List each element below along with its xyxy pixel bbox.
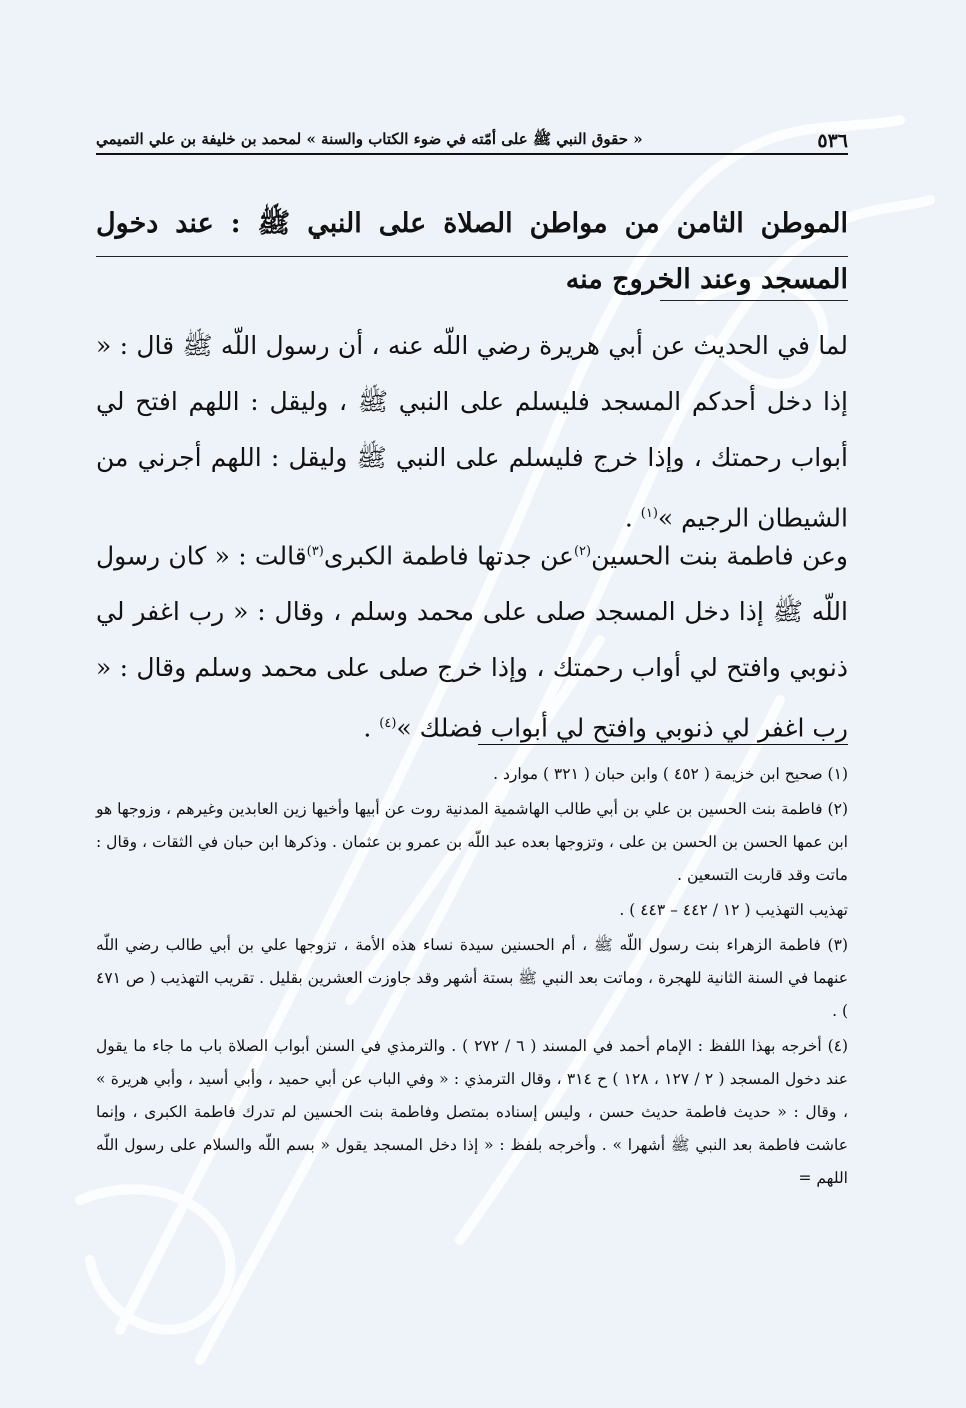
paragraph-end: . — [363, 713, 380, 743]
footnote-ref: (٣) — [306, 544, 324, 559]
paragraph-end: . — [624, 503, 641, 533]
footnote: (٤) أخرجه بهذا اللفظ : الإمام أحمد في المسند ( ٦ / ٢٧٢ ) . والترمذي في السنن أبواب الصلاة باب ما جاء ما يقول عند دخول المسجد ( ٢ / ١٢٧ ، ١٢٨ ) ح ٣١٤ ، وقال الترمذي : « وفي الباب عن أبي حميد ، وأبي أسيد ، وأبي هريرة » ، وقال : « حديث فاطمة حديث حسن ، وليس إسناده بمتصل وفاطمة بنت الحسين لم تدرك فاطمة الكبرى ، وإنما عاشت فاطمة بعد النبي ﷺ أشهرا » . وأخرجه بلفظ : « إذا دخل المسجد يقول « بسم اللّه والسلام على رسول اللّه اللهم = — [96, 1037, 849, 1187]
footnote: (٣) فاطمة الزهراء بنت رسول اللّه ﷺ ، أم الحسنين سيدة نساء هذه الأمة ، تزوجها علي بن أبي طالب رضي اللّه عنهما في السنة الثانية للهجرة ، وماتت بعد النبي ﷺ بستة أشهر وقد جاوزت العشرين بقليل . تقريب التهذيب ( ص ٤٧١ ) . — [96, 936, 848, 1020]
running-title: « حقوق النبي ﷺ على أمّته في ضوء الكتاب والسنة » لمحمد بن خليفة بن علي التميمي — [96, 130, 643, 148]
footnotes — [96, 758, 848, 1197]
page-number: ٥٣٦ — [817, 130, 848, 152]
heading-underline — [660, 300, 848, 301]
footnote: (١) صحيح ابن خزيمة ( ٤٥٢ ) وابن حبان ( ٣٢١ ) موارد . — [493, 765, 848, 783]
footnote-ref: (٤) — [379, 716, 397, 732]
footnote-ref: (٢) — [573, 544, 592, 559]
footnote: (٢) فاطمة بنت الحسين بن علي بن أبي طالب الهاشمية المدنية روت عن أبيها وأخيها زين العابدين وغيرهم ، وزوجها هو ابن عمها الحسن بن الحسن بن على ، وتزوجها بعده عبد اللّه بن عمرو بن عثمان . وذكرها ابن حبان في الثقات ، وقال : ماتت وقد قاربت التسعين . — [96, 800, 848, 884]
paragraph-text: لما في الحديث عن أبي هريرة رضي اللّه عنه ، أن رسول اللّه ﷺ قال : « إذا دخل أحدكم المسجد فليسلم على النبي ﷺ ، وليقل : اللهم افتح لي أبواب رحمتك ، وإذا خرج فليسلم على النبي ﷺ وليقل : اللهم أجرني من الشيطان الرجيم » — [96, 331, 848, 533]
footnote-ref: (١) — [640, 506, 658, 521]
paragraph — [96, 524, 848, 757]
paragraph-text: وعن فاطمة بنت الحسين — [591, 541, 849, 571]
header-divider — [96, 153, 848, 155]
paragraph-text: قالت : « كان رسول اللّه ﷺ إذا دخل المسجد صلى على محمد وسلم ، وقال : « رب اغفر لي ذنوبي وافتح لي أواب رحمتك ، وإذا خرج صلى على محمد وسلم وقال : « رب اغفر لي ذنوبي وافتح لي أبواب فضلك » — [96, 541, 848, 743]
running-header — [96, 114, 848, 152]
footnote-divider — [478, 744, 848, 745]
footnote: تهذيب التهذيب ( ١٢ / ٤٤٢ – ٤٤٣ ) . — [619, 901, 848, 919]
heading-underline — [96, 256, 848, 257]
section-heading: الموطن الثامن من مواطن الصلاة على النبي ﷺ : عند دخول المسجد وعند الخروج منه — [96, 208, 848, 295]
paragraph-text: عن جدتها فاطمة الكبرى — [323, 541, 574, 571]
paragraph — [96, 318, 848, 546]
